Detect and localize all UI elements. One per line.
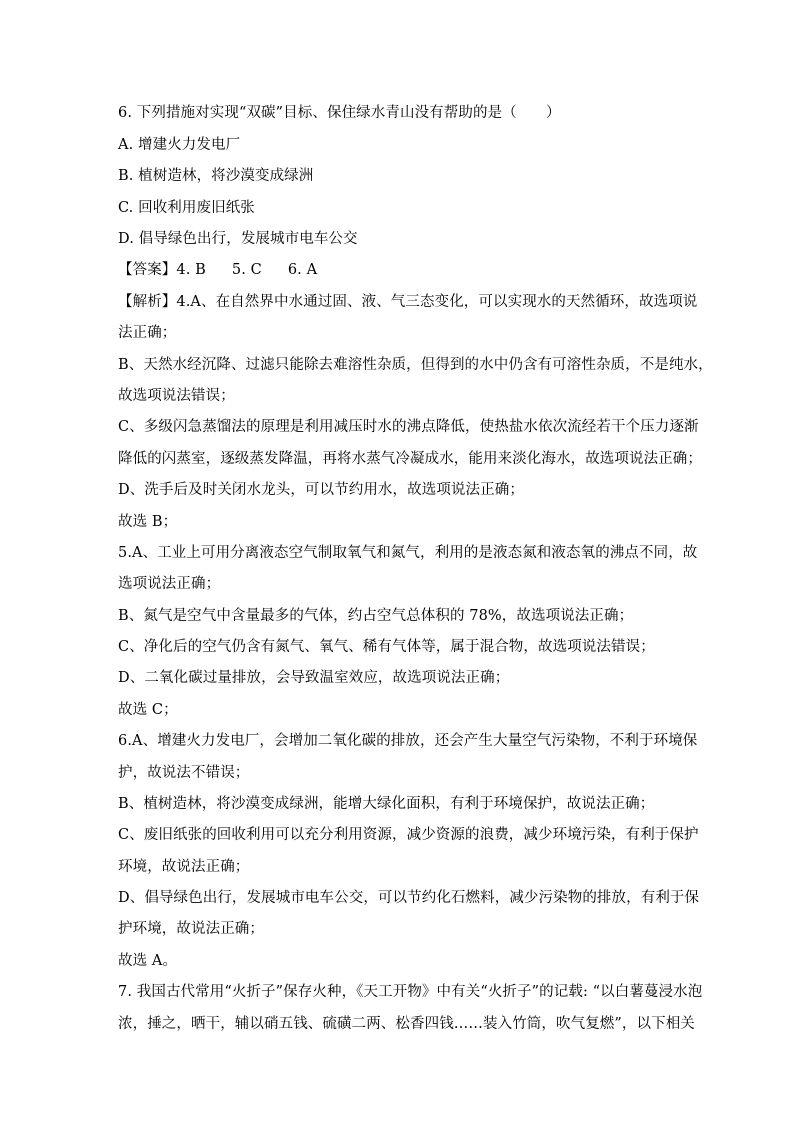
analysis-line: C、净化后的空气仍含有氮气、氧气、稀有气体等，属于混合物，故选项说法错误； [118, 639, 655, 655]
analysis-line: D、倡导绿色出行，发展城市电车公交，可以节约化石燃料，减少污染物的排放，有利于保 [118, 890, 700, 906]
analysis-line: 5.A、工业上可用分离液态空气制取氧气和氮气，利用的是液态氮和液态氧的沸点不同，故 [118, 545, 698, 561]
question-7-line: 7. 我国古代常用“火折子”保存火种，《天工开物》中有关“火折子”的记载: “以白薯蔓浸水泡 [118, 984, 703, 1000]
analysis-line: D、二氧化碳过量排放，会导致温室效应，故选项说法正确； [118, 670, 510, 686]
analysis-line: B、植树造林，将沙漠变成绿洲，能增大绿化面积，有利于环境保护，故说法正确； [118, 796, 655, 812]
analysis-line: 故选项说法错误； [118, 388, 235, 404]
analysis-line: 护环境，故说法正确； [118, 921, 264, 937]
analysis-line: B、氮气是空气中含量最多的气体，约占空气总体积的 78%，故选项说法正确； [118, 608, 634, 624]
analysis-line: B、天然水经沉降、过滤只能除去难溶性杂质，但得到的水中仍含有可溶性杂质，不是纯水， [118, 357, 713, 373]
answer-item-4: 4. B [176, 262, 206, 278]
analysis-line: 故选 B； [118, 514, 178, 530]
analysis-line: 【解析】4.A、在自然界中水通过固、液、气三态变化，可以实现水的天然循环，故选项说 [118, 294, 698, 310]
analysis-line: C、多级闪急蒸馏法的原理是利用减压时水的沸点降低，使热盐水依次流经若干个压力逐渐 [118, 419, 699, 435]
analysis-line: 6.A、增建火力发电厂，会增加二氧化碳的排放，还会产生大量空气污染物，不利于环境保 [118, 733, 698, 749]
question-6-option-d: D. 倡导绿色出行，发展城市电车公交 [118, 231, 358, 247]
question-6-stem: 6. 下列措施对实现“双碳”目标、保住绿水青山没有帮助的是（ ） [118, 105, 561, 121]
analysis-line: 选项说法正确； [118, 576, 221, 592]
answer-item-6: 6. A [287, 262, 318, 278]
analysis-line: 降低的闪蒸室，逐级蒸发降温，再将水蒸气冷凝成水，能用来淡化海水，故选项说法正确； [118, 451, 702, 467]
answer-item-5: 5. C [231, 262, 262, 278]
analysis-line: 故选 A。 [118, 953, 178, 969]
analysis-line: D、洗手后及时关闭水龙头，可以节约用水，故选项说法正确； [118, 482, 524, 498]
analysis-line: 故选 C； [118, 702, 178, 718]
answer-tag: 【答案】 [118, 262, 177, 278]
analysis-line: 法正确； [118, 325, 177, 341]
question-6-option-c: C. 回收利用废旧纸张 [118, 200, 255, 216]
question-7-line: 浓，捶之，晒干，辅以硝五钱、硫磺二两、松香四钱……装入竹筒，吹气复燃”，以下相关 [118, 1016, 695, 1032]
question-6-option-b: B. 植树造林，将沙漠变成绿洲 [118, 168, 314, 184]
analysis-line: 护，故说法不错误； [118, 765, 250, 781]
question-6-option-a: A. 增建火力发电厂 [118, 137, 241, 153]
answer-line [118, 261, 688, 279]
analysis-line: 环境，故说法正确； [118, 859, 250, 875]
analysis-line: C、废旧纸张的回收利用可以充分利用资源，减少资源的浪费，减少环境污染，有利于保护 [118, 827, 699, 843]
